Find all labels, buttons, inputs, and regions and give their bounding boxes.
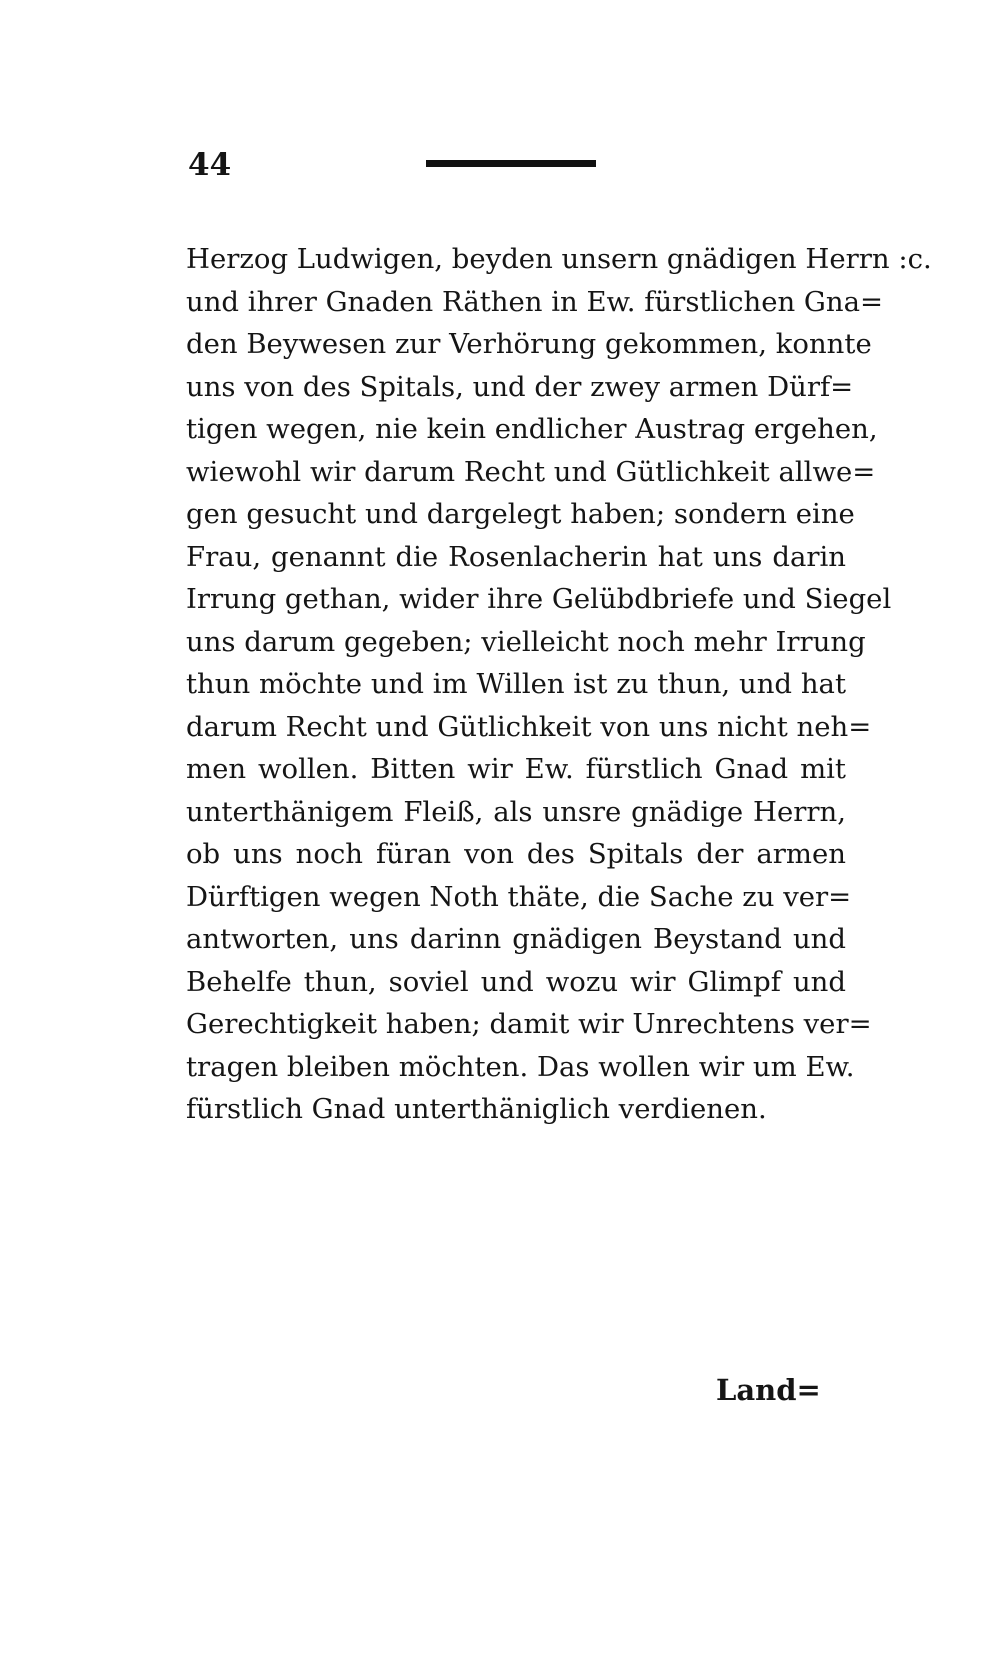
page-number: 44: [188, 147, 232, 183]
text-line: thun möchte und im Willen ist zu thun, und hat: [186, 668, 846, 700]
text-line: und ihrer Gnaden Räthen in Ew. fürstlichen Gna=: [186, 285, 884, 318]
text-line: Dürftigen wegen Noth thäte, die Sache zu ver=: [186, 880, 852, 913]
text-line: tragen bleiben möchten. Das wollen wir um Ew.: [186, 1050, 855, 1083]
text-line: uns von des Spitals, und der zwey armen Dürf=: [186, 370, 854, 403]
text-line: antworten, uns darinn gnädigen Beystand und: [186, 923, 846, 955]
header-rule: [426, 160, 596, 167]
text-line: gen gesucht und dargelegt haben; sondern eine: [186, 498, 855, 530]
text-line: Behelfe thun, soviel und wozu wir Glimpf und: [186, 965, 846, 998]
text-line: tigen wegen, nie kein endlicher Austrag ergehen,: [186, 413, 878, 445]
text-line: Frau, genannt die Rosenlacherin hat uns darin: [186, 540, 846, 573]
text-line: unterthänigem Fleiß, als unsre gnädige Herrn,: [186, 795, 846, 828]
text-line: men wollen. Bitten wir Ew. fürstlich Gnad mit: [186, 753, 846, 785]
text-line: darum Recht und Gütlichkeit von uns nicht neh=: [186, 710, 872, 743]
text-line: wiewohl wir darum Recht und Gütlichkeit allwe=: [186, 455, 876, 488]
text-line: ob uns noch füran von des Spitals der armen: [186, 838, 846, 870]
text-line: den Beywesen zur Verhörung gekommen, konnte: [186, 328, 872, 360]
text-line: Gerechtigkeit haben; damit wir Unrechtens ver=: [186, 1008, 872, 1040]
text-line: fürstlich Gnad unterthäniglich verdienen.: [186, 1093, 767, 1125]
catchword: Land=: [716, 1373, 821, 1407]
text-line: Irrung gethan, wider ihre Gelübdbriefe und Siegel: [186, 583, 892, 615]
text-line: uns darum gegeben; vielleicht noch mehr Irrung: [186, 625, 866, 658]
body-text: [186, 238, 932, 1131]
text-line: Herzog Ludwigen, beyden unsern gnädigen Herrn :c.: [186, 243, 932, 275]
